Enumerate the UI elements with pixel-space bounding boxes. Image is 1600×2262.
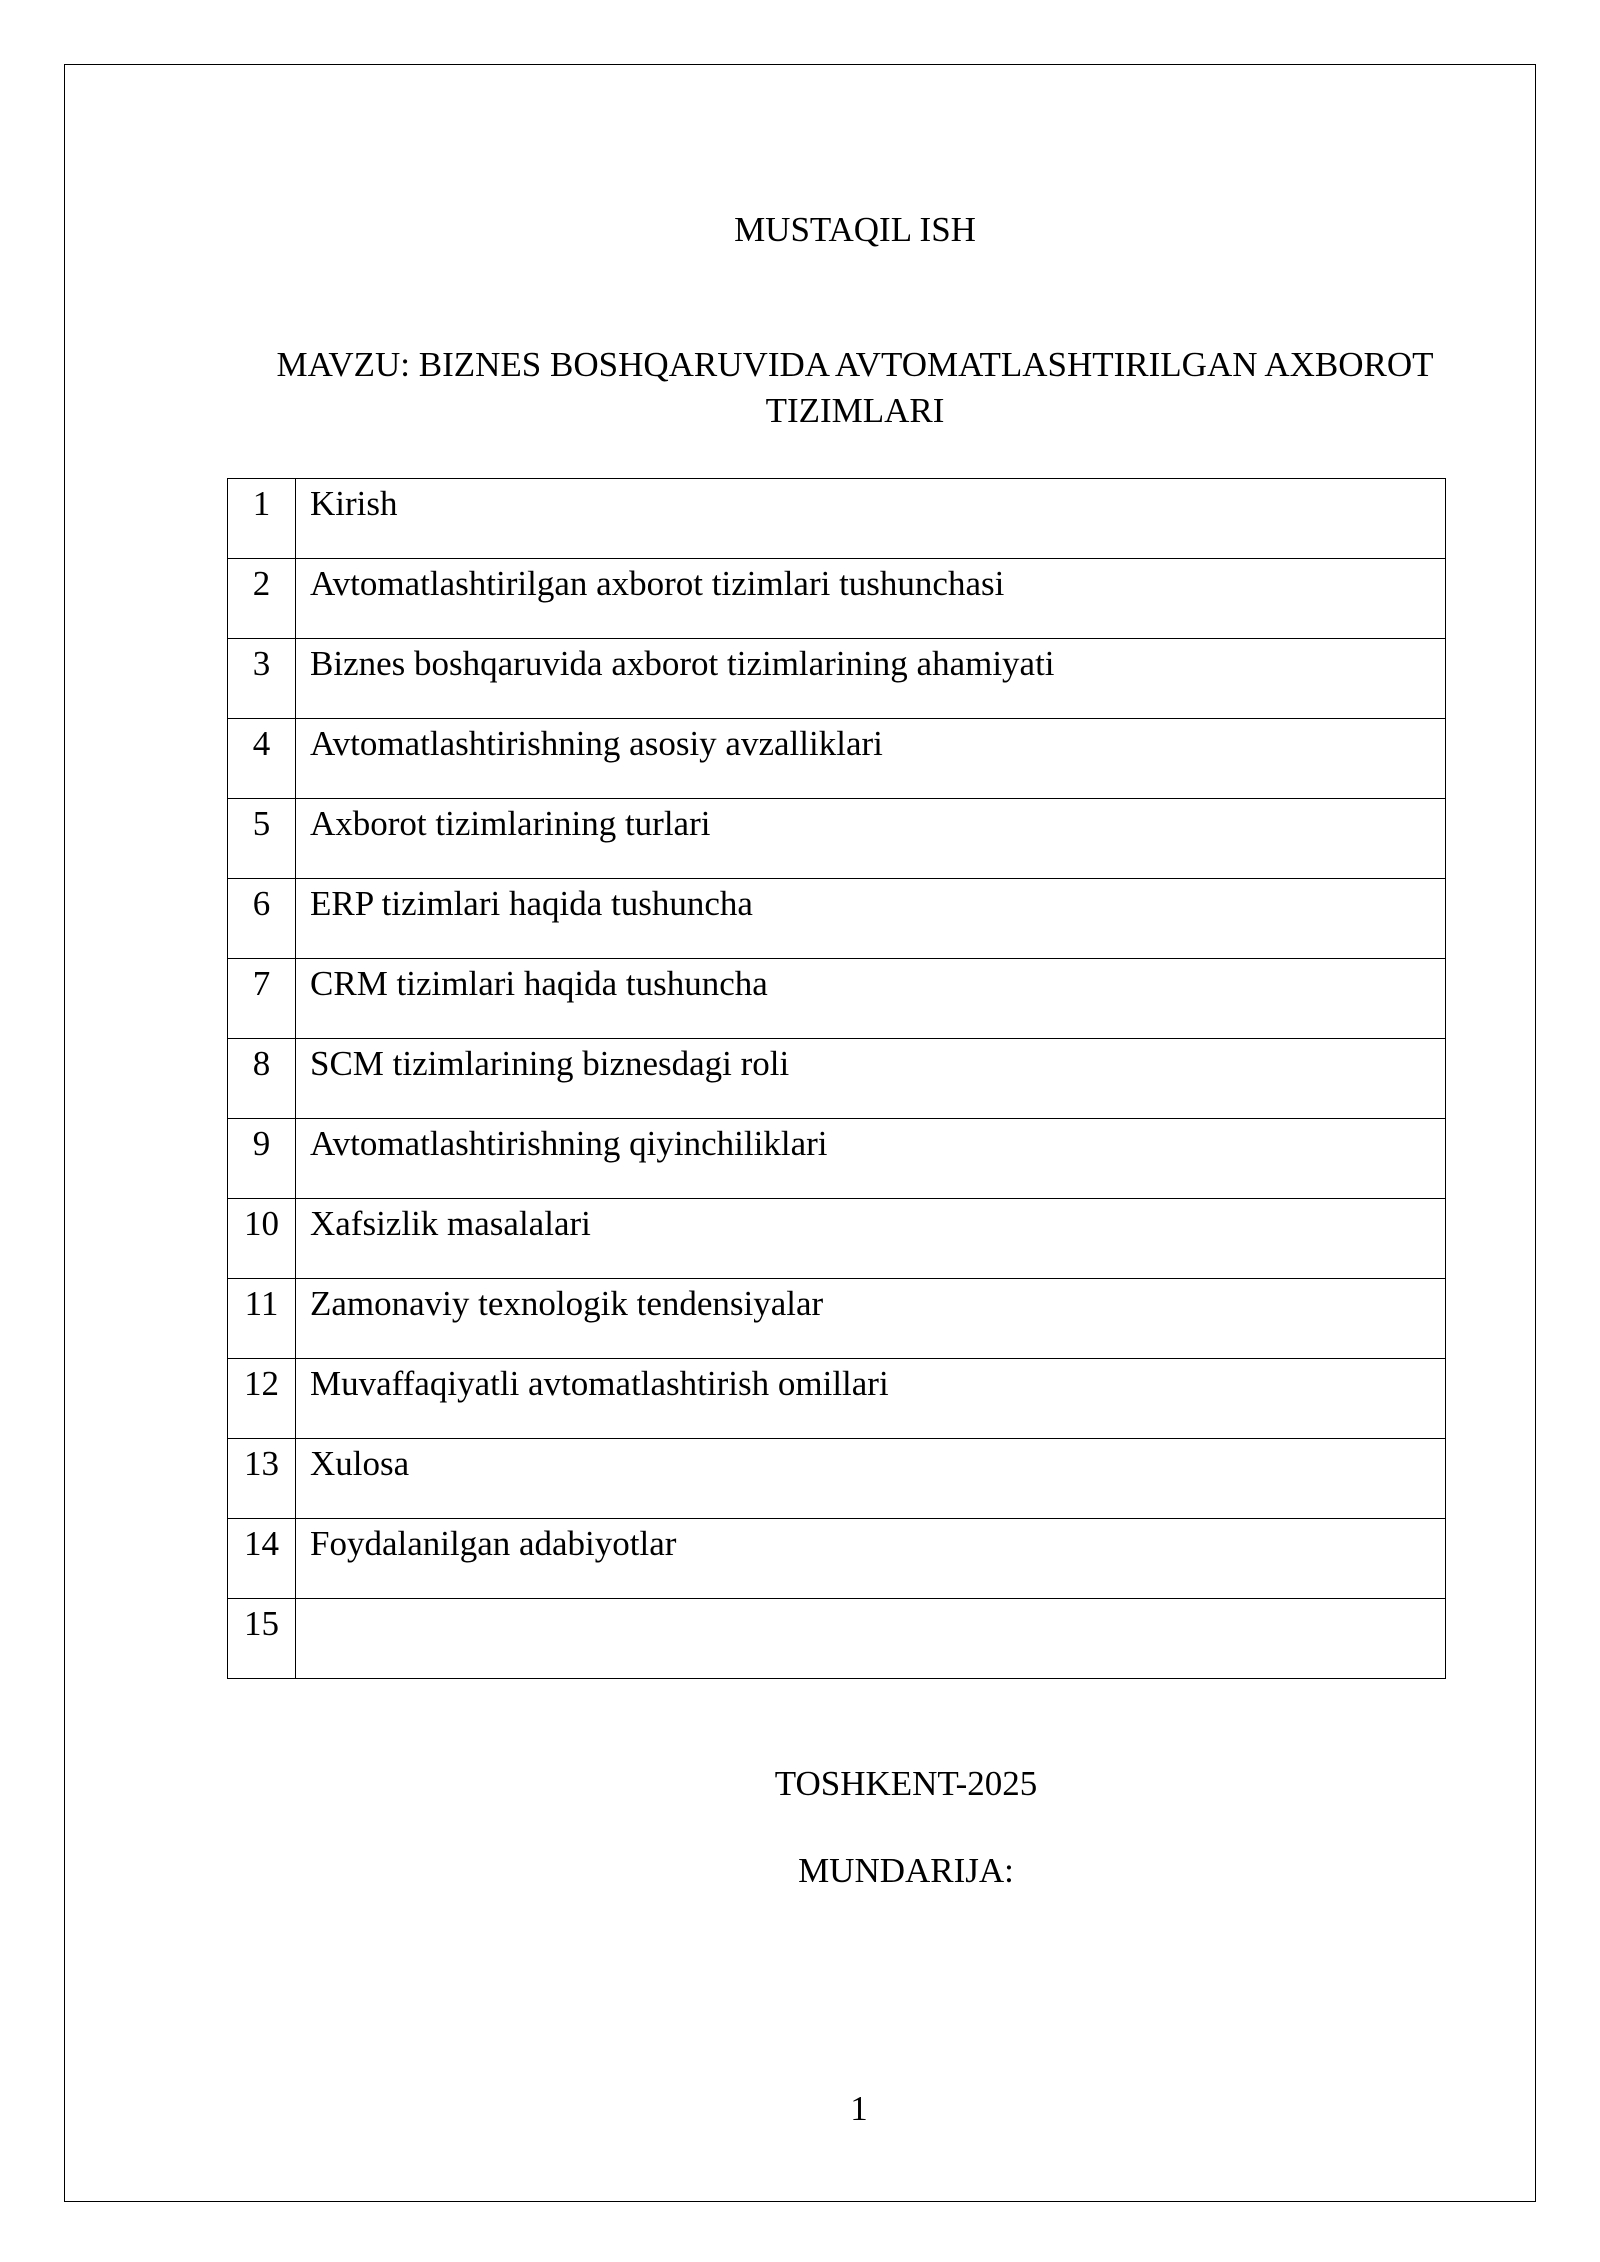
row-number: 4 (228, 719, 296, 799)
row-title: ERP tizimlari haqida tushuncha (296, 879, 1446, 959)
city-year: TOSHKENT-2025 (774, 1764, 1038, 1803)
table-row (228, 799, 1446, 879)
table-row (228, 1519, 1446, 1599)
row-number: 11 (228, 1279, 296, 1359)
row-title: Muvaffaqiyatli avtomatlashtirish omillari (296, 1359, 1446, 1439)
row-number: 6 (228, 879, 296, 959)
row-title: Xulosa (296, 1439, 1446, 1519)
row-number: 5 (228, 799, 296, 879)
row-number: 12 (228, 1359, 296, 1439)
table-row (228, 719, 1446, 799)
row-title: Biznes boshqaruvida axborot tizimlarining ahamiyati (296, 639, 1446, 719)
table-row (228, 1279, 1446, 1359)
page-number: 1 (850, 2089, 868, 2128)
row-number: 3 (228, 639, 296, 719)
row-title: Foydalanilgan adabiyotlar (296, 1519, 1446, 1599)
row-title: Zamonaviy texnologik tendensiyalar (296, 1279, 1446, 1359)
table-row (228, 1039, 1446, 1119)
row-title: Axborot tizimlarining turlari (296, 799, 1446, 879)
row-number: 10 (228, 1199, 296, 1279)
row-title: Avtomatlashtirishning asosiy avzalliklari (296, 719, 1446, 799)
table-row (228, 959, 1446, 1039)
row-number: 14 (228, 1519, 296, 1599)
table-row (228, 1359, 1446, 1439)
contents-table (227, 478, 1446, 1679)
row-title (296, 1599, 1446, 1679)
table-row (228, 479, 1446, 559)
row-title: Avtomatlashtirilgan axborot tizimlari tushunchasi (296, 559, 1446, 639)
table-row (228, 559, 1446, 639)
document-title: MUSTAQIL ISH (734, 210, 976, 249)
subject-heading: MAVZU: BIZNES BOSHQARUVIDA AVTOMATLASHTIRILGAN AXBOROT TIZIMLARI (276, 345, 1434, 430)
row-number: 7 (228, 959, 296, 1039)
row-number: 15 (228, 1599, 296, 1679)
row-title: Avtomatlashtirishning qiyinchiliklari (296, 1119, 1446, 1199)
table-row (228, 1199, 1446, 1279)
row-number: 1 (228, 479, 296, 559)
table-row (228, 1119, 1446, 1199)
table-row (228, 1599, 1446, 1679)
table-row (228, 1439, 1446, 1519)
row-number: 13 (228, 1439, 296, 1519)
row-number: 2 (228, 559, 296, 639)
contents-heading: MUNDARIJA: (798, 1851, 1014, 1890)
row-title: CRM tizimlari haqida tushuncha (296, 959, 1446, 1039)
row-title: Xafsizlik masalalari (296, 1199, 1446, 1279)
row-title: Kirish (296, 479, 1446, 559)
table-row (228, 879, 1446, 959)
table-row (228, 639, 1446, 719)
row-number: 9 (228, 1119, 296, 1199)
row-title: SCM tizimlarining biznesdagi roli (296, 1039, 1446, 1119)
row-number: 8 (228, 1039, 296, 1119)
